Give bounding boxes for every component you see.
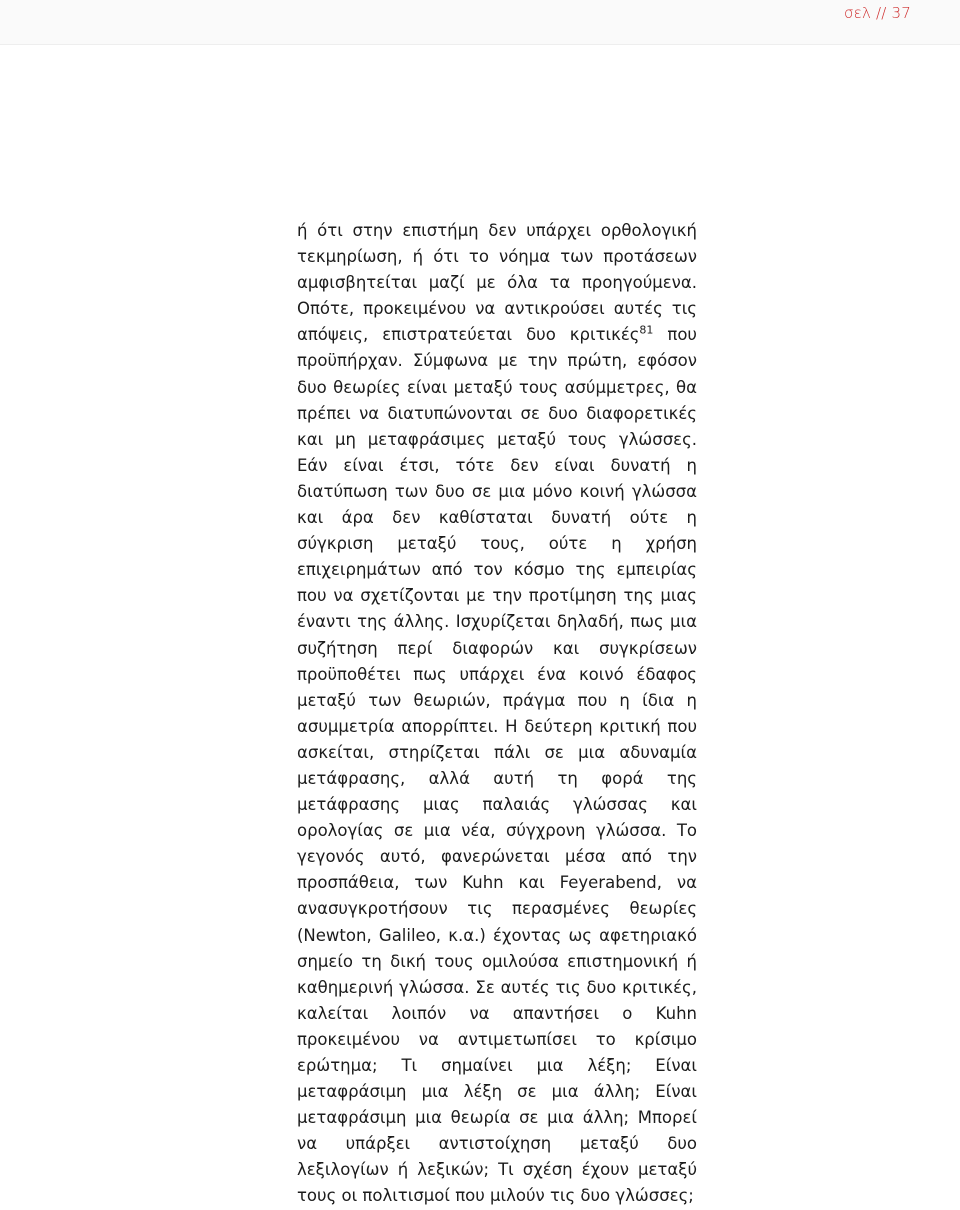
body-text-part-1: ή ότι στην επιστήμη δεν υπάρχει ορθολογική τεκμηρίωση, ή ότι το νόημα των προτάσεων αμφισβητείται μαζί με όλα τα προηγούμενα. Οπότε, προκειμένου να αντικρούσει αυτές τις απόψεις, επιστρατεύεται δυο κριτικές xyxy=(297,221,697,345)
body-paragraph xyxy=(297,218,697,1210)
body-text-part-2: που προϋπήρχαν. Σύμφωνα με την πρώτη, εφόσον δυο θεωρίες είναι μεταξύ τους ασύμμετρες, θα πρέπει να διατυπώνονται σε δυο διαφορετικές και μη μεταφράσιμες μεταξύ τους γλώσσες. Εάν είναι έτσι, τότε δεν είναι δυνατή η διατύπωση των δυο σε μια μόνο κοινή γλώσσα και άρα δεν καθίσταται δυνατή ούτε η σύγκριση μεταξύ τους, ούτε η χρήση επιχειρημάτων από τον κόσμο της εμπειρίας που να σχετίζονται με την προτίμηση της μιας έναντι της άλλης. Ισχυρίζεται δηλαδή, πως μια συζήτηση περί διαφορών και συγκρίσεων προϋποθέτει πως υπάρχει ένα κοινό έδαφος μεταξύ των θεωριών, πράγμα που η ίδια η ασυμμετρία απορρίπτει. Η δεύτερη κριτική που ασκείται, στηρίζεται πάλι σε μια αδυναμία μετάφρασης, αλλά αυτή τη φορά της μετάφρασης μιας παλαιάς γλώσσας και ορολογίας σε μια νέα, σύγχρονη γλώσσα. Το γεγονός αυτό, φανερώνεται μέσα από την προσπάθεια, των Kuhn και Feyerabend, να ανασυγκροτήσουν τις περασμένες θεωρίες (Newton, Galileo, κ.α.) έχοντας ως αφετηριακό σημείο τη δική τους ομιλούσα επιστημονική ή καθημερινή γλώσσα. Σε αυτές τις δυο κριτικές, καλείται λοιπόν να απαντήσει ο Kuhn προκειμένου να αντιμετωπίσει το κρίσιμο ερώτημα; Τι σημαίνει μια λέξη; Είναι μεταφράσιμη μια λέξη σε μια άλλη; Είναι μεταφράσιμη μια θεωρία σε μια άλλη; Μπορεί να υπάρξει αντιστοίχηση μεταξύ δυο λεξιλογίων ή λεξικών; Τι σχέση έχουν μεταξύ τους οι πολιτισμοί που μιλούν τις δυο γλώσσες; xyxy=(297,325,697,1206)
page-header xyxy=(0,0,960,45)
page-number: σελ // 37 xyxy=(843,4,911,22)
footnote-reference[interactable]: 81 xyxy=(639,323,654,337)
